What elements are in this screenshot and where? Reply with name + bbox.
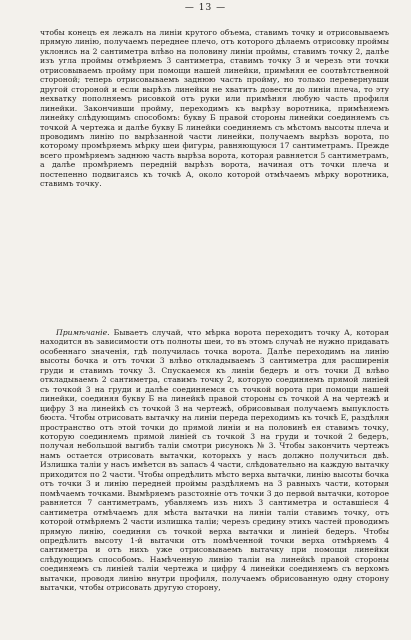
paragraph-2 [40,328,389,593]
paragraph-1 [40,28,389,189]
paragraph-1-text: чтобы конецъ ея лежалъ на линіи крутого объема, ставимъ точку и отрисовываемъ прямую линію, получаемъ переднее плечо, отъ которого дѣлаемъ отрисовку проймы уклонясь на 2 сантиметра влѣво на половину линіи проймы, ставимъ точку 2, далѣе изъ угла проймы отмѣряемъ 3 сантиметра, ставимъ точку 3 и черезъ эти точки отрисовываемъ пройму при помощи нашей линейки, примѣняя ее соотвѣтственной стороной; теперь отрисовываемъ заднюю часть пройму, но только перевернувши другой стороной и если вырѣзъ линейки не хватитъ довести до линіи плеча, то эту нехватку пополняемъ рисовкой отъ руки или примѣняя любую часть профиля линейки. Закончивши пройму, переходимъ къ вырѣзу воротника, примѣняемъ линейку слѣдующимъ способомъ: букву Б правой стороны линейки соединяемъ съ точкой А чертежа и далѣе букву Б линейки соединяемъ съ мѣстомъ высоты плеча и проводимъ линію по вырѣзанной части линейки, получаемъ вырѣзъ ворота, по которому промѣряемъ мѣрку шеи фигуры, равняющуюся 17 сантиметрамъ. Прежде всего промѣряемъ заднюю часть вырѣза ворота, которая равняется 5 сантиметрамъ, а далѣе промѣряемъ передній вырѣзъ ворота, начиная отъ точки плеча и постепенно подвигаясь къ точкѣ А, около которой отмѣчаемъ мѣрку воротника, ставимъ точку. [40,28,389,189]
note-label: Примѣчаніе. [56,328,110,337]
paragraph-2-text: Бываетъ случай, что мѣрка ворота переходитъ точку А, которая находится въ зависимости отъ полноты шеи, то въ этомъ случаѣ не нужно придавать особеннаго значенія, гдѣ получилась точка ворота. Далѣе переходимъ на линію высоты бочка и отъ точки 3 влѣво откладываемъ 3 сантиметра для расширенія груди и ставимъ точку 3. Спускаемся къ линіи бедеръ и отъ точки Д влѣво откладываемъ 2 сантиметра, ставимъ точку 2, которую соединяемъ прямой линіей съ точкой 3 на груди и далѣе соединяемся съ точкой ворота при помощи нашей линейки, соединяя букву Б на линейкѣ правой стороны съ точкой А на чертежѣ и цифру 3 на линейкѣ съ точкой 3 на чертежѣ, обрисовывая получаемъ выпуклость бюста. Чтобы отрисовать вытачку на линіи переда переходимъ къ точкѣ Е, раздѣляя пространство отъ этой точки до прямой линіи и на половинѣ ея ставимъ точку, которую соединяемъ прямой линіей съ точкой 3 на груди и точкой 2 бедеръ, получая небольшой выгибъ таліи смотри рисунокъ № 3. Чтобы закончить чертежъ намъ остается отрисовать вытачки, которыхъ у насъ должно получиться двѣ. Излишка таліи у насъ имѣется въ запасъ 4 части, слѣдовательно на каждую вытачку приходится по 2 части. Чтобы опредѣлить мѣсто верха вытачки, линію высоты бочка отъ точки 3 и линію передней проймы раздѣляемъ на 3 равныхъ части, которыя помѣчаемъ точками. Вымѣряемъ разстояніе отъ точки 3 до первой вытачки, которое равняется 7 сантиметрамъ, убавляемъ изъ нихъ 3 сантиметра и оставшіеся 4 сантиметра отмѣчаемъ для мѣста вытачки на линіи таліи ставимъ точку, отъ которой отмѣряемъ 2 части излишка таліи; черезъ средину этихъ частей проводимъ прямую линію, соединяя съ точкой верха вытачки и линіей бедеръ. Чтобы опредѣлить высоту 1-й вытачки отъ помѣченной точки верха отмѣряемъ 4 сантиметра и отъ нихъ уже отрисовываемъ вытачку при помощи линейки слѣдующимъ способомъ. Намѣченную линію таліи на линейкѣ правой стороны соединяемъ съ линіей таліи чертежа и цифру 4 линейки соединяемъ съ верхомъ вытачки, проводя линію внутри профиля, получаемъ обрисованную одну сторону вытачки, чтобы отрисовать другую сторону, [40,328,389,593]
page-number: — 13 — [184,3,227,13]
